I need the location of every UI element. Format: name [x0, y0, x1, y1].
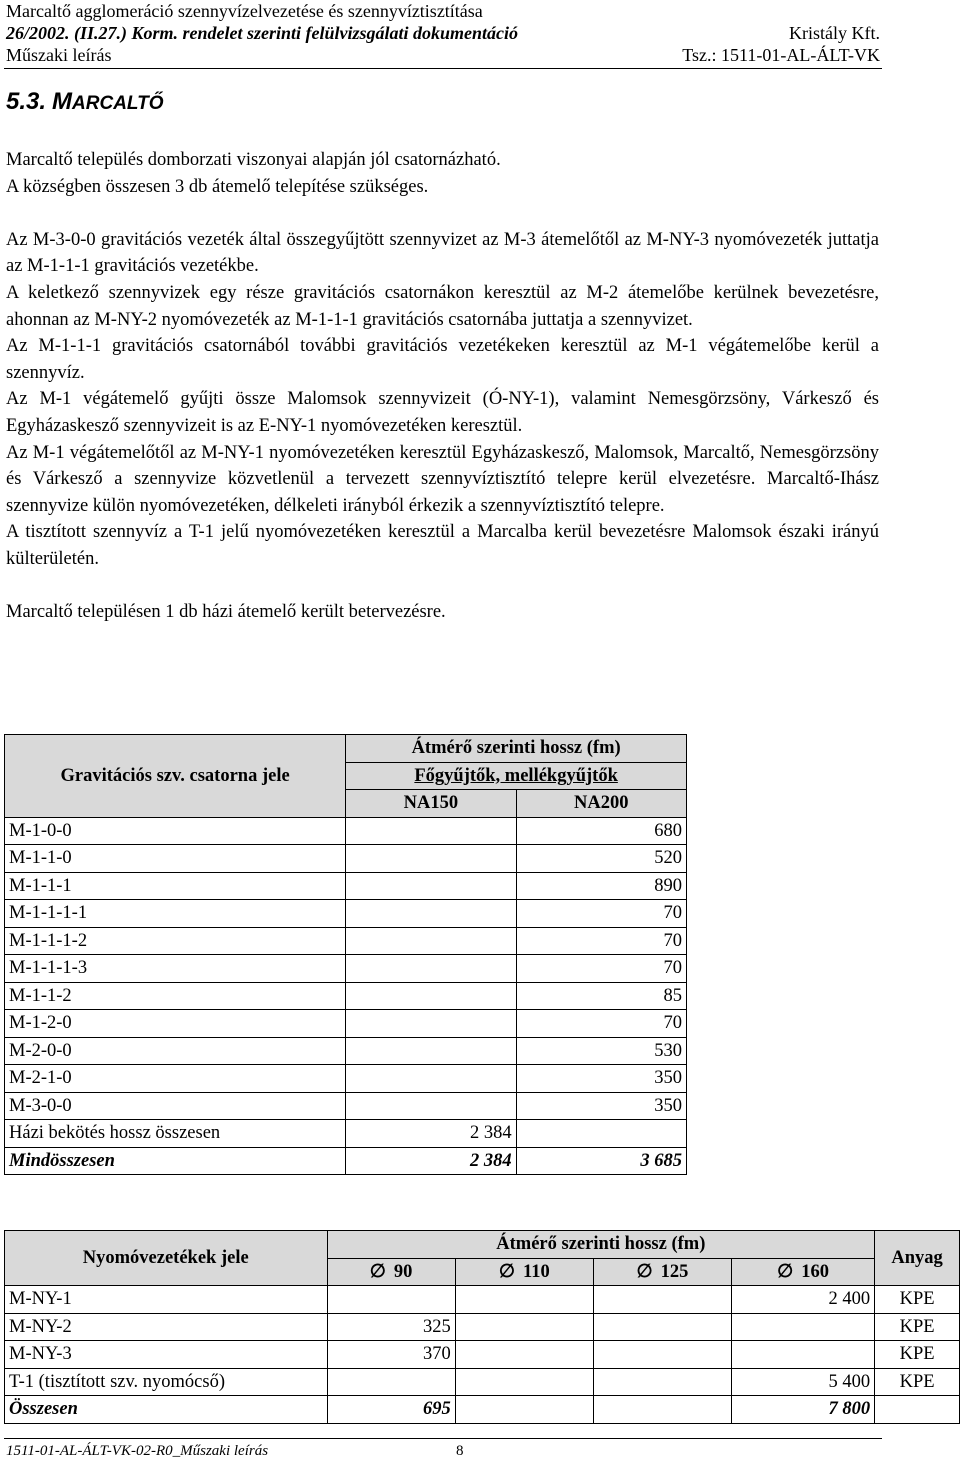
- cell-total-d90: 695: [327, 1396, 455, 1424]
- diameter-icon: ∅: [369, 1261, 386, 1282]
- cell-na150: 2 384: [346, 1120, 516, 1148]
- t2-group-header: Átmérő szerinti hossz (fm): [327, 1231, 875, 1259]
- cell-name: Házi bekötés hossz összesen: [5, 1120, 346, 1148]
- pressure-pipe-table: [4, 1230, 960, 1424]
- cell-name: M-1-1-2: [5, 982, 346, 1010]
- t2-sub-header: [327, 1258, 455, 1286]
- cell-d110: [455, 1313, 593, 1341]
- cell-na150: [346, 1010, 516, 1038]
- cell-material: KPE: [875, 1368, 960, 1396]
- cell-d160: 2 400: [732, 1286, 875, 1314]
- paragraph: A községben összesen 3 db átemelő telepítése szükséges.: [6, 176, 429, 197]
- cell-name: M-1-1-1-1: [5, 900, 346, 928]
- t1-group-header-1: Átmérő szerinti hossz (fm): [346, 735, 687, 763]
- table-row: [5, 982, 687, 1010]
- cell-name: M-1-0-0: [5, 817, 346, 845]
- cell-na150: [346, 927, 516, 955]
- t2-sub-header-value: 125: [660, 1261, 689, 1282]
- cell-d110: [455, 1341, 593, 1369]
- cell-na150: [346, 982, 516, 1010]
- table-row: [5, 1286, 960, 1314]
- table-row: [5, 1368, 960, 1396]
- cell-total-na200: 3 685: [516, 1147, 686, 1175]
- header-divider: [4, 68, 882, 69]
- cell-na200: 350: [516, 1065, 686, 1093]
- table-row: [5, 1037, 687, 1065]
- table-row: [5, 955, 687, 983]
- cell-material: KPE: [875, 1313, 960, 1341]
- header-line-2: [6, 22, 880, 44]
- cell-d125: [593, 1368, 731, 1396]
- paragraph: Marcaltő településen 1 db házi átemelő került betervezésre.: [6, 602, 446, 623]
- t1-col1-header: Gravitációs szv. csatorna jele: [5, 735, 346, 818]
- cell-total-material: [875, 1396, 960, 1424]
- table-total-row: [5, 1147, 687, 1175]
- table-row: [5, 927, 687, 955]
- section-title-initial: M: [52, 88, 73, 115]
- cell-na200: [516, 1120, 686, 1148]
- section-heading: [6, 88, 164, 116]
- cell-na150: [346, 900, 516, 928]
- cell-na200: 70: [516, 927, 686, 955]
- table-row: [5, 1313, 960, 1341]
- table-row: [5, 900, 687, 928]
- t2-sub-header-value: 160: [801, 1261, 830, 1282]
- cell-na200: 70: [516, 955, 686, 983]
- cell-name: T-1 (tisztított szv. nyomócső): [5, 1368, 328, 1396]
- cell-d160: [732, 1313, 875, 1341]
- cell-na150: [346, 845, 516, 873]
- table-row: [5, 1120, 687, 1148]
- cell-total-d125: [593, 1396, 731, 1424]
- cell-name: M-2-0-0: [5, 1037, 346, 1065]
- t2-material-header: Anyag: [875, 1231, 960, 1286]
- table-row: [5, 1065, 687, 1093]
- cell-na200: 890: [516, 872, 686, 900]
- cell-d160: [732, 1341, 875, 1369]
- cell-d125: [593, 1341, 731, 1369]
- cell-total-d160: 7 800: [732, 1396, 875, 1424]
- table-row: [5, 1010, 687, 1038]
- page-number: 8: [456, 1443, 464, 1459]
- cell-na200: 70: [516, 900, 686, 928]
- cell-name: M-NY-2: [5, 1313, 328, 1341]
- paragraph: Az M-1-1-1 gravitációs csatornából további gravitációs vezetékeken keresztül az M-1 végátemelőbe kerül a szennyvíz.: [6, 336, 879, 383]
- cell-na150: [346, 817, 516, 845]
- header-doc-type: Műszaki leírás: [6, 45, 112, 65]
- cell-d90: 325: [327, 1313, 455, 1341]
- table-row: [5, 872, 687, 900]
- paragraph: A keletkező szennyvizek egy része gravitációs csatornákon keresztül az M-2 átemelőbe kerülnek bevezetésre, ahonnan az M-NY-2 nyomóvezeték az M-1-1-1 gravitációs csatornába juttatja a szennyvizet.: [6, 282, 879, 330]
- t2-sub-header: [593, 1258, 731, 1286]
- cell-d160: 5 400: [732, 1368, 875, 1396]
- table-total-row: [5, 1396, 960, 1424]
- paragraph: Marcaltő település domborzati viszonyai alapján jól csatornázható.: [6, 150, 501, 170]
- paragraph: Az M-1 végátemelőtől az M-NY-1 nyomóvezetéken keresztül Egyházaskesző, Malomsok, Marcaltő, Nemesgörzsöny és Várkesző a szennyvize közvetlenül a tervezett szennyvíztisztító telepre kerül elvezetésre. Marcaltő-Ihász szennyvize külön nyomóvezetéken, délkeleti irányból érkezik a szennyvíztisztító telepre.: [6, 442, 879, 516]
- cell-material: KPE: [875, 1286, 960, 1314]
- cell-d110: [455, 1286, 593, 1314]
- cell-na150: [346, 955, 516, 983]
- cell-na200: 85: [516, 982, 686, 1010]
- header-line-1: [6, 0, 880, 22]
- cell-total-label: Mindösszesen: [5, 1147, 346, 1175]
- cell-name: M-1-1-1-2: [5, 927, 346, 955]
- cell-na150: [346, 1092, 516, 1120]
- paragraph: A tisztított szennyvíz a T-1 jelű nyomóvezetéken keresztül a Marcalba kerül bevezetésre Malomsok északi irányú külterületén.: [6, 522, 879, 569]
- cell-material: KPE: [875, 1341, 960, 1369]
- t2-sub-header: [455, 1258, 593, 1286]
- header-regulation: 26/2002. (II.27.) Korm. rendelet szerinti felülvizsgálati dokumentáció: [6, 23, 519, 43]
- diameter-icon: ∅: [636, 1261, 653, 1282]
- section-title-rest: ARCALTŐ: [72, 93, 164, 114]
- cell-total-label: Összesen: [5, 1396, 328, 1424]
- t1-sub-header: NA150: [346, 790, 516, 818]
- cell-na200: 350: [516, 1092, 686, 1120]
- diameter-icon: ∅: [777, 1261, 794, 1282]
- table-row: [5, 1341, 960, 1369]
- gravity-sewer-table: [4, 734, 687, 1175]
- cell-na200: 520: [516, 845, 686, 873]
- header-doc-number: Tsz.: 1511-01-AL-ÁLT-VK: [682, 45, 880, 65]
- t2-col1-header: Nyomóvezetékek jele: [5, 1231, 328, 1286]
- cell-name: M-3-0-0: [5, 1092, 346, 1120]
- cell-na150: [346, 1065, 516, 1093]
- table-row: [5, 817, 687, 845]
- cell-name: M-1-1-1: [5, 872, 346, 900]
- cell-total-d110: [455, 1396, 593, 1424]
- cell-total-na150: 2 384: [346, 1147, 516, 1175]
- cell-d90: [327, 1368, 455, 1396]
- t1-sub-header: NA200: [516, 790, 686, 818]
- cell-d110: [455, 1368, 593, 1396]
- paragraph: Az M-3-0-0 gravitációs vezeték által összegyűjtött szennyvizet az M-3 átemelőtől az M-NY-3 nyomóvezeték juttatja az M-1-1-1 gravitációs vezetékbe.: [6, 229, 879, 277]
- cell-d125: [593, 1286, 731, 1314]
- cell-name: M-NY-1: [5, 1286, 328, 1314]
- cell-na200: 70: [516, 1010, 686, 1038]
- t2-sub-header-value: 90: [393, 1261, 413, 1282]
- body-text: [6, 147, 879, 626]
- section-number: 5.3.: [6, 88, 47, 115]
- paragraph: Az M-1 végátemelő gyűjti össze Malomsok szennyvizeit (Ó-NY-1), valamint Nemesgörzsöny, Várkesző és Egyházaskesző szennyvizeit is az E-NY-1 nyomóvezetéken keresztül.: [6, 389, 879, 436]
- cell-name: M-1-1-1-3: [5, 955, 346, 983]
- cell-name: M-NY-3: [5, 1341, 328, 1369]
- cell-na200: 530: [516, 1037, 686, 1065]
- diameter-icon: ∅: [498, 1261, 515, 1282]
- header-line-3: [6, 44, 880, 66]
- header-company: Kristály Kft.: [789, 23, 880, 43]
- header-project-title: Marcaltő agglomeráció szennyvízelvezetése és szennyvíztisztítása: [6, 1, 483, 21]
- cell-name: M-1-2-0: [5, 1010, 346, 1038]
- cell-na200: 680: [516, 817, 686, 845]
- table-row: [5, 845, 687, 873]
- t1-group-header-2: Főgyűjtők, mellékgyűjtők: [346, 762, 687, 790]
- cell-d90: 370: [327, 1341, 455, 1369]
- cell-na150: [346, 872, 516, 900]
- cell-name: M-2-1-0: [5, 1065, 346, 1093]
- t2-sub-header-value: 110: [523, 1261, 550, 1282]
- footer-doc-id: 1511-01-AL-ÁLT-VK-02-R0_Műszaki leírás: [6, 1443, 269, 1459]
- table-row: [5, 1092, 687, 1120]
- t2-sub-header: [732, 1258, 875, 1286]
- cell-d125: [593, 1313, 731, 1341]
- footer: [6, 1443, 464, 1460]
- cell-name: M-1-1-0: [5, 845, 346, 873]
- footer-divider: [4, 1438, 882, 1439]
- cell-d90: [327, 1286, 455, 1314]
- cell-na150: [346, 1037, 516, 1065]
